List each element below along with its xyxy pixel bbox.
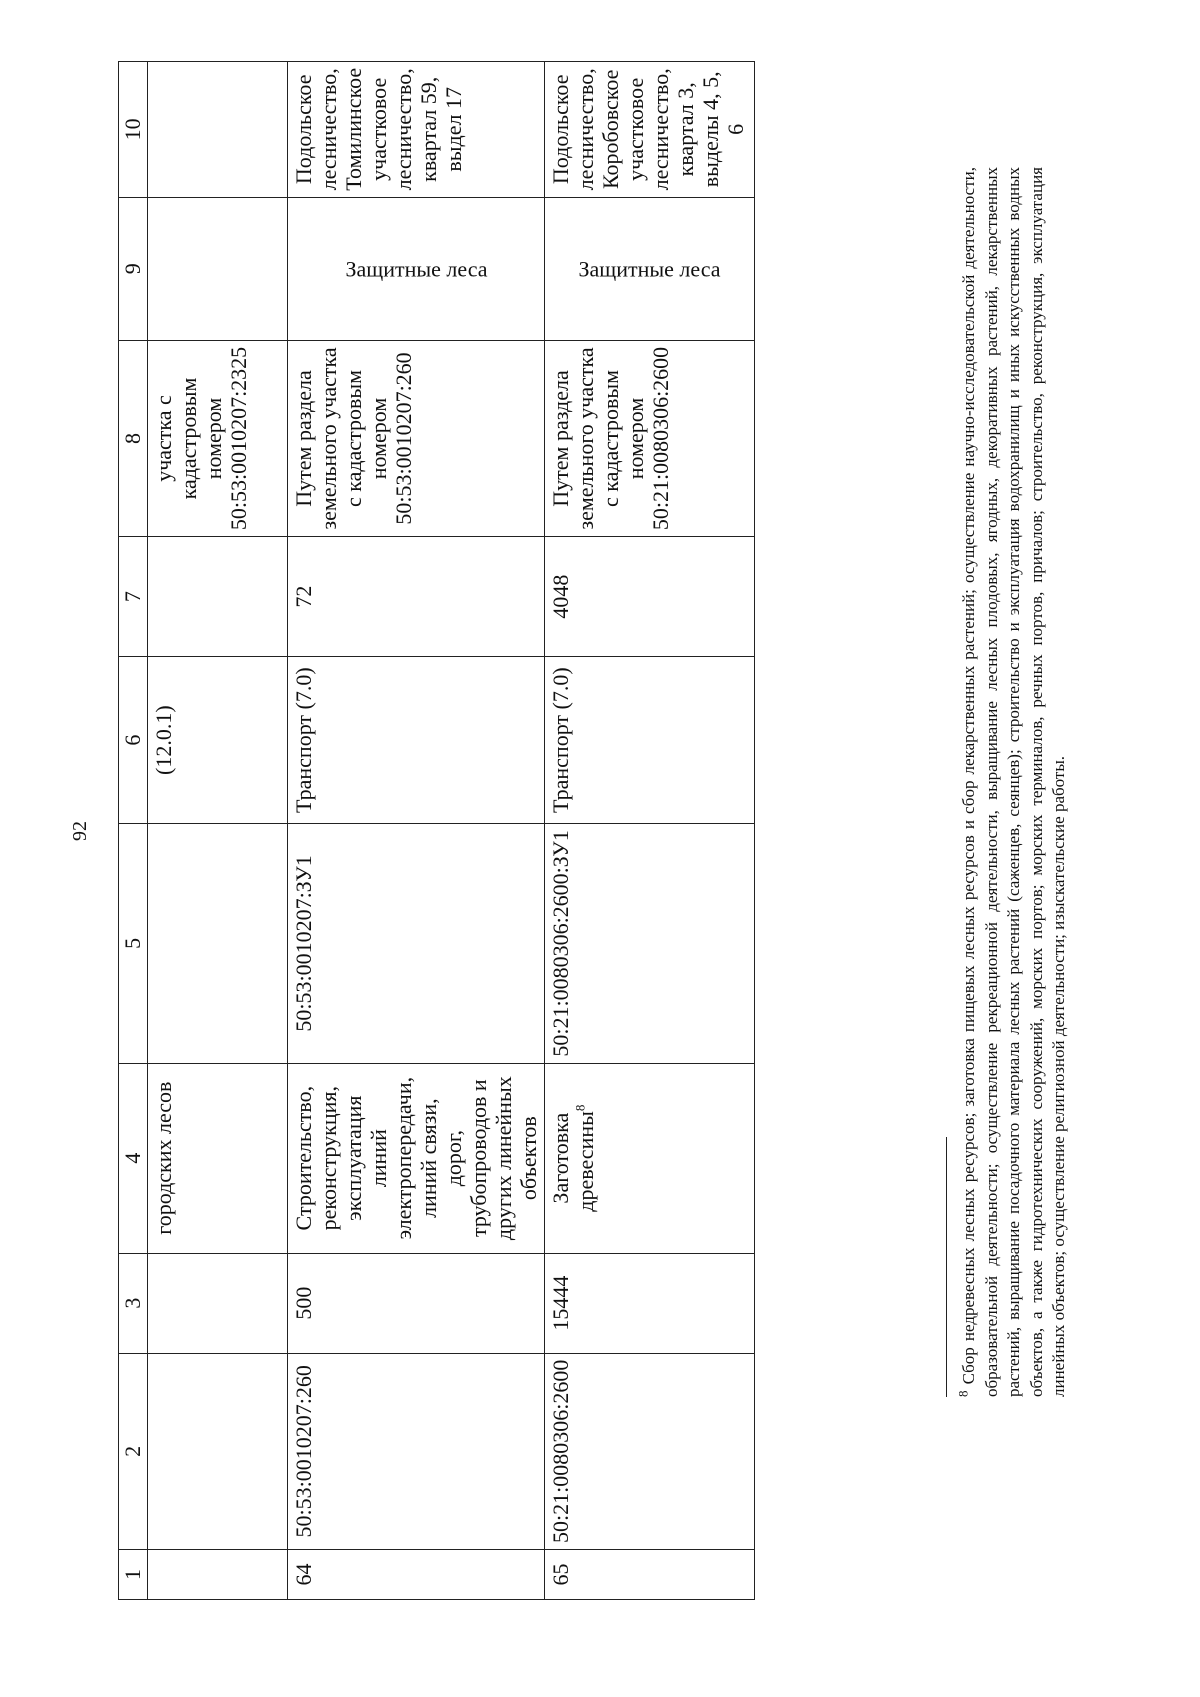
plot-area: 15444 <box>545 1253 755 1353</box>
header-col-5: 5 <box>119 824 148 1064</box>
cont-purpose: городских лесов <box>148 1063 288 1253</box>
forest-category-text: Защитные леса <box>344 256 488 282</box>
use-purpose <box>545 1063 755 1253</box>
location: Подольское лесничество, Коробовское участковое лесничество, квартал 3, выделы 4, 5, 6 <box>545 61 755 197</box>
footnote-text: Сбор недревесных лесных ресурсов; заготовка пищевых лесных ресурсов и сбор лекарственных растений; осуществление научно-исследовательской деятельности, образовательной деятельности; осуществление рекреационной деятельности, выращивание лесных плодовых, ягодных, декоративных растений, лекарственных растений, выращивание посадочного материала лесных растений (саженцев, сеянцев); строительство и эксплуатация водохранилищ и иных искусственных водных объектов, а также гидротехнических сооружений, морских портов; морских терминалов, речных портов, причалов; строительство, реконструкция, эксплуатация линейных объектов; осуществление религиозной деятельности; изыскательские работы. <box>959 167 1068 1397</box>
use-purpose: Строительство, реконструкция, эксплуатация линий электропередачи, линий связи, дорог, трубопроводов и других линейных объектов <box>288 1063 545 1253</box>
header-col-7: 7 <box>119 537 148 657</box>
permitted-use: Транспорт (7.0) <box>288 657 545 824</box>
forest-category <box>288 197 545 340</box>
footnote-marker: 8 <box>955 1390 971 1397</box>
header-col-2: 2 <box>119 1353 148 1549</box>
header-col-3: 3 <box>119 1253 148 1353</box>
location: Подольское лесничество, Томилинское участковое лесничество, квартал 59, выдел 17 <box>288 61 545 197</box>
header-col-1: 1 <box>119 1550 148 1600</box>
new-plot-number: 50:53:0010207:ЗУ1 <box>288 824 545 1064</box>
forest-category-text: Защитные леса <box>578 256 721 282</box>
forest-category <box>545 197 755 340</box>
header-col-9: 9 <box>119 197 148 340</box>
use-purpose-text: Заготовка древесины <box>548 1111 598 1212</box>
header-col-4: 4 <box>119 1063 148 1253</box>
formation-method: Путем раздела земельного участка с кадастровым номером 50:21:0080306:2600 <box>545 340 755 536</box>
cadastral-number: 50:21:0080306:2600 <box>545 1353 755 1549</box>
new-plot-area: 4048 <box>545 537 755 657</box>
header-col-8: 8 <box>119 340 148 536</box>
forest-plots-table <box>118 61 755 1600</box>
new-plot-number: 50:21:0080306:2600:ЗУ1 <box>545 824 755 1064</box>
plot-area: 500 <box>288 1253 545 1353</box>
page-number: 92 <box>69 821 91 841</box>
footnote-divider <box>946 1137 947 1397</box>
header-row <box>119 61 148 1599</box>
header-col-10: 10 <box>119 61 148 197</box>
cadastral-number: 50:53:0010207:260 <box>288 1353 545 1549</box>
cont-use-type: (12.0.1) <box>148 657 288 824</box>
new-plot-area: 72 <box>288 537 545 657</box>
continuation-row <box>148 61 288 1599</box>
row-number: 65 <box>545 1550 755 1600</box>
formation-method: Путем раздела земельного участка с кадастровым номером 50:53:0010207:260 <box>288 340 545 536</box>
permitted-use: Транспорт (7.0) <box>545 657 755 824</box>
table-row <box>288 61 545 1599</box>
cont-method: участка с кадастровым номером 50:53:0010207:2325 <box>148 340 288 536</box>
table-row <box>545 61 755 1599</box>
footnote <box>955 167 1071 1397</box>
row-number: 64 <box>288 1550 545 1600</box>
footnote-ref: 8 <box>572 1104 588 1112</box>
header-col-6: 6 <box>119 657 148 824</box>
